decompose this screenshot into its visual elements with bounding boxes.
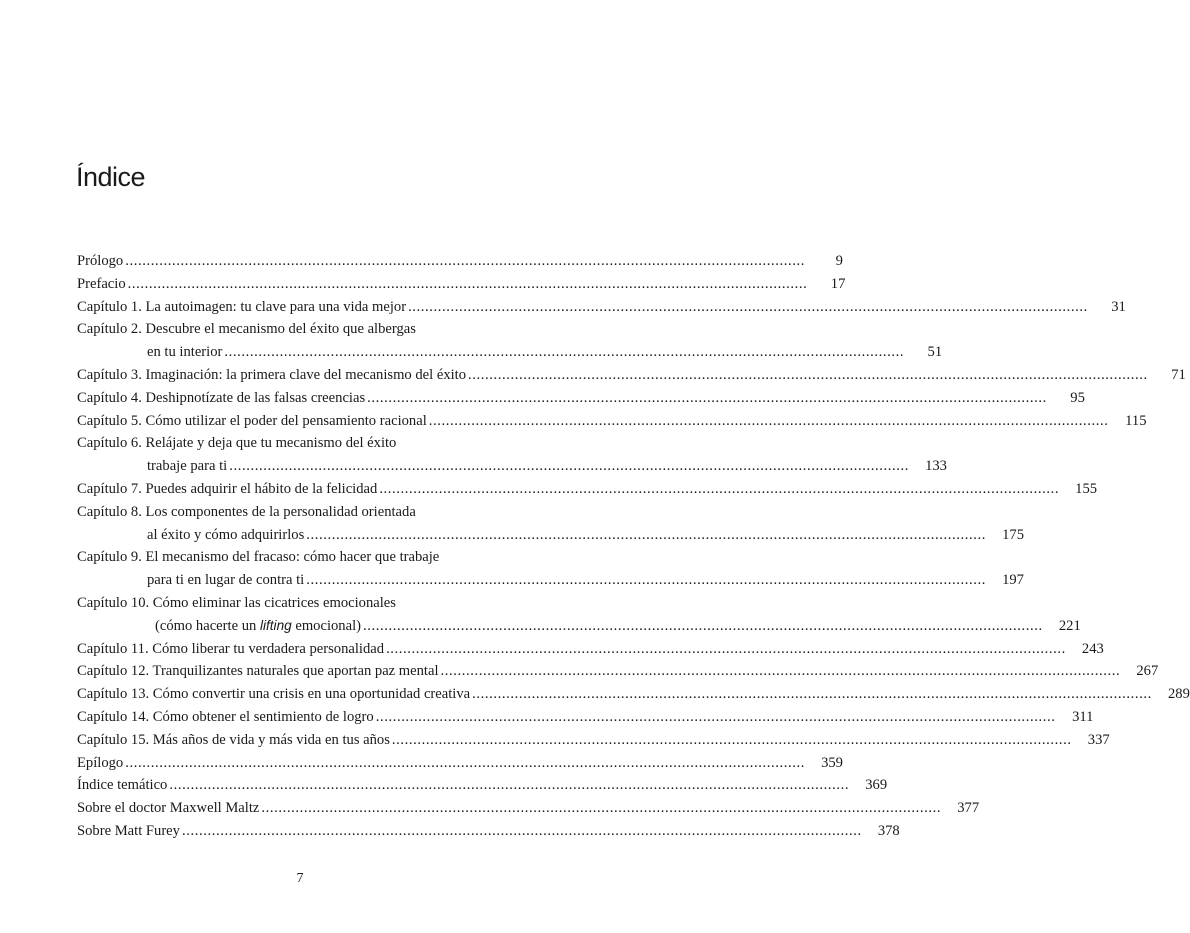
toc-entry-title: [77, 615, 363, 638]
toc-entry-page: 17: [830, 275, 846, 292]
dot-leader: [429, 410, 1109, 433]
dot-leader: [306, 524, 986, 547]
toc-entry-continuation: [77, 569, 1024, 592]
toc-entry-page: 31: [1111, 298, 1126, 315]
toc-entry-continuation: [77, 341, 943, 364]
dot-leader: [472, 683, 1152, 706]
toc-entry-page: 377: [957, 800, 980, 817]
toc-entry-page: 378: [877, 822, 900, 839]
toc-entry: [77, 752, 843, 775]
toc-entry-title: Prefacio: [77, 275, 126, 292]
toc-entry: [77, 432, 525, 455]
toc-entry-title: Prólogo: [77, 253, 124, 269]
toc-entry-title-part: emocional): [291, 617, 361, 634]
toc-entry-page: 311: [1072, 708, 1094, 725]
dot-leader: [441, 660, 1121, 683]
toc-entry: [77, 501, 525, 524]
dot-leader: [379, 478, 1059, 501]
toc-entry: [77, 387, 1085, 410]
dot-leader: [182, 820, 862, 843]
page-number: 7: [296, 871, 304, 886]
dot-leader: [306, 569, 986, 592]
toc-entry-title-italic: lifting: [259, 617, 292, 633]
dot-leader: [363, 615, 1043, 638]
toc-entry: [77, 296, 1126, 319]
toc-entry-page: 133: [925, 458, 947, 475]
toc-entry: [77, 546, 525, 569]
toc-entry-page: 289: [1167, 686, 1190, 703]
toc-entry: [77, 638, 1104, 661]
toc-entry-page: 51: [927, 344, 943, 361]
toc-entry-title: Capítulo 2. Descubre el mecanismo del éxito que albergas: [77, 321, 416, 338]
table-of-contents: [77, 250, 1190, 843]
toc-entry-continuation: [77, 615, 1081, 638]
toc-entry-page: 175: [1002, 526, 1025, 543]
toc-entry: [77, 250, 843, 273]
toc-entry-title: Capítulo 15. Más años de vida y más vida en tus años: [77, 731, 390, 748]
toc-entry-title: Capítulo 13. Cómo convertir una crisis en una oportunidad creativa: [77, 686, 471, 703]
toc-entry-page: 95: [1070, 389, 1085, 406]
dot-leader: [125, 250, 805, 273]
toc-entry-title: Capítulo 9. El mecanismo del fracaso: cómo hacer que trabaje: [77, 549, 440, 566]
toc-entry-page: 155: [1075, 480, 1098, 497]
toc-entry-title: Índice temático: [77, 777, 168, 794]
dot-leader: [468, 364, 1148, 387]
toc-entry: [77, 364, 1186, 387]
toc-entry-page: 71: [1171, 366, 1186, 383]
toc-entry-page: 267: [1136, 663, 1159, 680]
dot-leader: [408, 296, 1088, 319]
toc-entry-page: 359: [821, 754, 843, 771]
toc-entry-title-part: (cómo hacerte un: [155, 617, 260, 634]
dot-leader: [128, 273, 808, 296]
toc-entry-page: 115: [1125, 412, 1147, 429]
dot-leader: [376, 706, 1056, 729]
dot-leader: [392, 729, 1072, 752]
toc-entry-title: al éxito y cómo adquirirlos: [147, 526, 305, 543]
toc-entry-title: Capítulo 6. Relájate y deja que tu mecanismo del éxito: [77, 435, 397, 452]
toc-entry: [77, 318, 525, 341]
toc-entry-continuation: [77, 455, 947, 478]
toc-entry: [77, 478, 1098, 501]
toc-entry-title: trabaje para ti: [147, 458, 228, 475]
toc-entry-page: 9: [835, 253, 843, 269]
toc-entry: [77, 273, 846, 296]
toc-entry-page: 369: [865, 777, 888, 794]
toc-entry-page: 337: [1087, 731, 1110, 748]
toc-entry-continuation: [77, 524, 1025, 547]
toc-entry-title: Capítulo 10. Cómo eliminar las cicatrices emocionales: [77, 594, 396, 611]
toc-entry-title: para ti en lugar de contra ti: [147, 572, 305, 589]
dot-leader: [229, 455, 909, 478]
page-title: Índice: [76, 162, 146, 192]
dot-leader: [125, 752, 805, 775]
toc-entry-page: 221: [1058, 617, 1081, 634]
toc-entry: [77, 683, 1190, 706]
toc-entry-page: 243: [1081, 640, 1104, 657]
toc-entry-title: Capítulo 7. Puedes adquirir el hábito de la felicidad: [77, 480, 378, 497]
dot-leader: [386, 638, 1066, 661]
toc-entry-title: Capítulo 8. Los componentes de la personalidad orientada: [77, 503, 416, 520]
toc-entry-title: Sobre Matt Furey: [77, 822, 180, 839]
toc-entry-title: Capítulo 3. Imaginación: la primera clave del mecanismo del éxito: [77, 366, 467, 383]
toc-entry-title: Capítulo 14. Cómo obtener el sentimiento de logro: [77, 708, 374, 725]
toc-entry-title: Capítulo 11. Cómo liberar tu verdadera personalidad: [77, 640, 385, 657]
toc-entry: [77, 660, 1159, 683]
toc-entry-title: Capítulo 5. Cómo utilizar el poder del pensamiento racional: [77, 412, 427, 429]
toc-entry: [77, 820, 900, 843]
toc-entry: [77, 729, 1110, 752]
toc-entry-title: Capítulo 4. Deshipnotízate de las falsas creencias: [77, 389, 366, 406]
toc-entry: [77, 706, 1094, 729]
toc-entry-page: 197: [1002, 572, 1024, 589]
toc-entry-title: Epílogo: [77, 754, 124, 771]
toc-entry: [77, 410, 1147, 433]
dot-leader: [367, 387, 1047, 410]
toc-entry-title: Capítulo 12. Tranquilizantes naturales que aportan paz mental: [77, 663, 439, 680]
toc-entry: [77, 592, 525, 615]
toc-entry: [77, 774, 888, 797]
dot-leader: [224, 341, 904, 364]
toc-entry: [77, 797, 980, 820]
toc-entry-title: Sobre el doctor Maxwell Maltz: [77, 800, 260, 817]
dot-leader: [261, 797, 941, 820]
toc-entry-title: en tu interior: [147, 344, 223, 361]
toc-entry-title: Capítulo 1. La autoimagen: tu clave para una vida mejor: [77, 298, 407, 315]
dot-leader: [169, 774, 849, 797]
